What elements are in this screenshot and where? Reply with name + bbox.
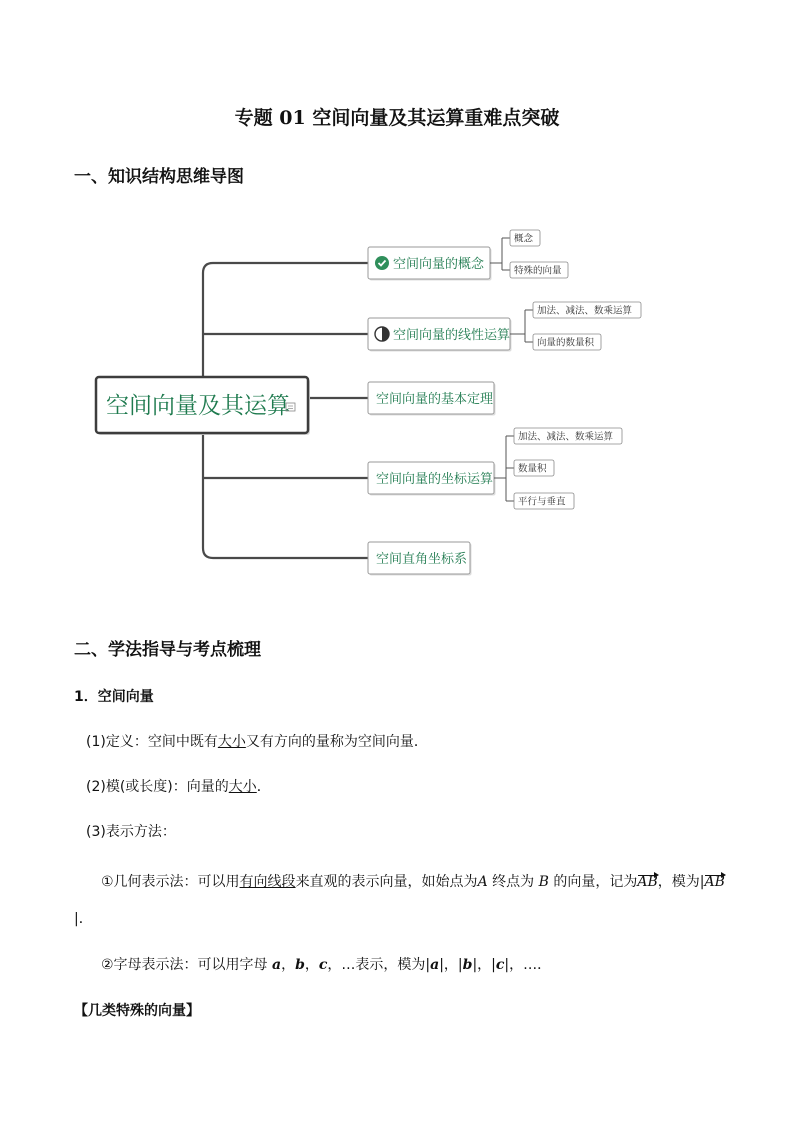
section-heading-mindmap: 一、知识结构思维导图	[74, 167, 244, 187]
definition-line: (1)定义：空间中既有大小又有方向的量称为空间向量．	[86, 734, 428, 750]
special-vectors-heading: 【几类特殊的向量】	[74, 1003, 200, 1019]
child-node-label: 数量积	[518, 463, 547, 475]
branch-node-label: 空间向量的基本定理	[376, 392, 494, 407]
mind-map	[0, 220, 794, 590]
page-title: 专题 01 空间向量及其运算重难点突破	[234, 107, 560, 129]
point-heading: 1．空间向量	[74, 689, 154, 705]
letter-representation-line: ②字母表示法：可以用字母 a，b，c，…表示，模为|a|，|b|，|c|，…．	[101, 957, 552, 973]
child-node-label: 加法、减法、数乘运算	[537, 305, 633, 317]
modulus-line: (2)模(或长度)：向量的大小．	[86, 779, 271, 795]
geometric-representation-end: |．	[74, 911, 93, 927]
child-node-label: 向量的数量积	[537, 337, 595, 349]
child-node-label: 概念	[514, 233, 534, 245]
branch-node-label: 空间向量的线性运算	[393, 328, 511, 343]
check-circle-icon	[375, 256, 389, 270]
geometric-representation-line: ①几何表示法：可以用有向线段来直观的表示向量，如始点为A 终点为 B 的向量，记为AB，模为|AB	[101, 874, 725, 890]
child-node-label: 特殊的向量	[514, 265, 562, 277]
representation-line: (3)表示方法：	[86, 824, 176, 840]
child-node-label: 加法、减法、数乘运算	[518, 431, 614, 443]
root-node-label: 空间向量及其运算	[106, 393, 290, 419]
underlined-term: 有向线段	[239, 874, 296, 890]
branch-node-label: 空间直角坐标系	[376, 552, 468, 567]
branch-node-label: 空间向量的概念	[393, 257, 485, 272]
vector-ab: AB	[704, 874, 725, 890]
vector-ab: AB	[637, 874, 658, 890]
child-node-label: 平行与垂直	[518, 496, 566, 508]
underlined-term: 大小	[217, 734, 246, 750]
underlined-term: 大小	[228, 779, 257, 795]
section-heading-method: 二、学法指导与考点梳理	[74, 640, 261, 660]
branch-node-label: 空间向量的坐标运算	[376, 472, 494, 487]
